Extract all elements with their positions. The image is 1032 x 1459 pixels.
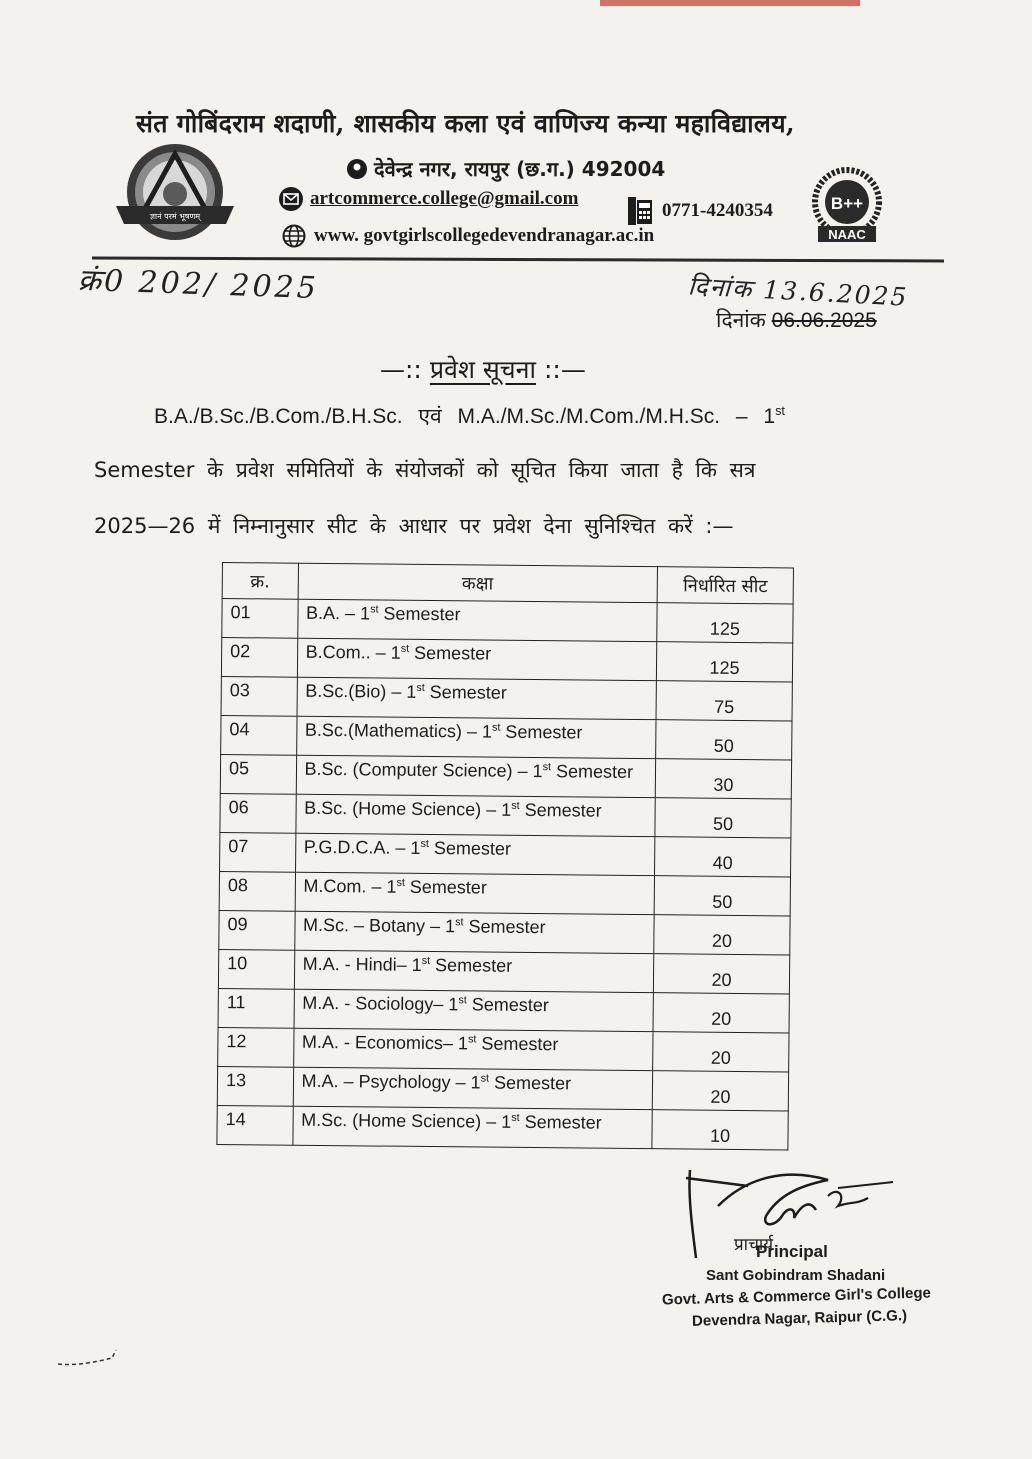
seal-line-2: Govt. Arts & Commerce Girl's College	[661, 1284, 932, 1309]
row-class-sup: st	[421, 954, 431, 968]
notice-line-3: 2025—26 में निम्नानुसार सीट के आधार पर प्रवेश देना सुनिश्चित करें :—	[94, 514, 734, 538]
row-class-semester: Semester	[488, 1072, 572, 1094]
row-class	[292, 1106, 652, 1148]
row-seats: 50	[654, 876, 790, 916]
title-prefix: —::	[380, 355, 422, 384]
row-seats: 125	[656, 642, 792, 682]
header-serial: क्र.	[222, 563, 298, 600]
table-row	[221, 638, 792, 682]
row-class-sup: st	[480, 1072, 490, 1085]
row-class-name: B.A. – 1	[305, 602, 371, 624]
row-seats: 20	[653, 954, 789, 994]
row-class	[297, 677, 657, 719]
email-icon	[278, 186, 304, 212]
red-edge-mark	[600, 0, 860, 6]
row-class	[295, 872, 655, 914]
printed-date	[716, 306, 877, 334]
row-seats: 50	[655, 798, 791, 838]
row-class-sup: st	[370, 603, 379, 616]
row-class-name: B.Com.. – 1	[305, 641, 401, 663]
table-row	[220, 793, 791, 837]
row-class-name: M.Com. – 1	[303, 875, 397, 897]
row-seats: 50	[656, 720, 792, 760]
website-link[interactable]: www. govtgirlscollegedevendranagar.ac.in	[314, 225, 655, 246]
row-seats: 20	[653, 993, 789, 1033]
naac-logo	[800, 166, 894, 248]
row-class-sup: st	[400, 642, 410, 655]
row-class-sup: st	[511, 1111, 520, 1124]
college-address	[346, 155, 665, 182]
table-row	[218, 949, 789, 993]
row-class	[294, 911, 654, 953]
row-class-name: M.Sc. (Home Science) – 1	[301, 1109, 512, 1132]
seat-table-body	[217, 599, 793, 1150]
table-row	[217, 1066, 788, 1110]
notice-line-1-sup: st	[775, 404, 785, 418]
row-serial: 06	[220, 793, 296, 833]
row-class-name: M.A. - Hindi– 1	[302, 953, 422, 975]
row-class-semester: Semester	[519, 799, 602, 821]
row-class-name: B.Sc. (Computer Science) – 1	[304, 758, 543, 782]
row-seats: 125	[657, 603, 793, 643]
row-serial: 12	[218, 1027, 294, 1067]
row-class-name: M.A. – Psychology – 1	[301, 1070, 481, 1093]
row-serial: 11	[218, 988, 294, 1028]
row-class-semester: Semester	[500, 721, 583, 743]
row-seats: 20	[654, 915, 790, 955]
table-row	[221, 715, 792, 759]
row-serial: 05	[220, 754, 296, 794]
seal-line-1: Sant Gobindram Shadani	[706, 1267, 886, 1284]
margin-scribble	[56, 1346, 126, 1370]
handwritten-date: दिनांक 13.6.2025	[687, 271, 910, 312]
row-serial: 03	[221, 676, 297, 716]
row-class-sup: st	[467, 1033, 477, 1046]
row-class-semester: Semester	[519, 1111, 602, 1133]
row-serial: 09	[219, 910, 295, 950]
row-seats: 40	[655, 837, 791, 877]
row-class-sup: st	[491, 721, 501, 734]
header-divider	[92, 257, 944, 263]
row-class-semester: Semester	[476, 1033, 559, 1055]
row-class-sup: st	[396, 876, 405, 889]
row-class-semester: Semester	[463, 916, 546, 938]
row-serial: 14	[217, 1105, 293, 1145]
row-class	[293, 1028, 653, 1070]
naac-grade: B++	[830, 194, 864, 213]
website-row	[282, 224, 654, 248]
row-class	[296, 755, 656, 797]
row-class-sup: st	[416, 681, 425, 694]
row-serial: 13	[217, 1066, 293, 1106]
row-class-sup: st	[420, 837, 430, 850]
row-serial: 01	[222, 599, 298, 639]
notice-title	[380, 352, 586, 386]
row-class-name: B.Sc. (Home Science) – 1	[304, 797, 512, 820]
reference-number: क्रं0 202/ 2025	[77, 262, 320, 307]
college-logo	[112, 140, 238, 250]
table-row	[217, 1105, 788, 1149]
row-class	[295, 794, 655, 836]
table-header-row	[222, 563, 793, 604]
row-seats: 75	[656, 681, 792, 721]
row-class-name: P.G.D.C.A. – 1	[303, 836, 421, 858]
row-seats: 20	[652, 1071, 788, 1111]
email-row	[278, 186, 578, 212]
row-class	[294, 989, 654, 1031]
row-class-name: M.A. - Economics– 1	[301, 1031, 469, 1054]
globe-icon	[282, 224, 306, 248]
location-pin-icon	[346, 158, 368, 180]
table-row	[219, 910, 790, 954]
principal-title: Principal	[756, 1242, 828, 1261]
table-row	[222, 599, 793, 643]
header-class: कक्षा	[298, 563, 658, 602]
row-class-semester: Semester	[404, 876, 487, 898]
address-text: देवेन्द्र नगर, रायपुर (छ.ग.) 492004	[374, 157, 666, 181]
row-class-semester: Semester	[466, 994, 549, 1016]
row-serial: 04	[221, 715, 297, 755]
row-class	[297, 638, 657, 680]
phone-number: 0771-4240354	[662, 200, 773, 221]
notice-line-2: Semester के प्रवेश समितियों के संयोजकों को सूचित किया जाता है कि सत्र	[94, 458, 756, 482]
row-serial: 10	[218, 949, 294, 989]
row-serial: 07	[220, 832, 296, 872]
row-class-semester: Semester	[424, 681, 507, 703]
row-class-sup: st	[542, 761, 552, 774]
title-text: प्रवेश सूचना	[429, 355, 537, 384]
row-class-name: M.A. - Sociology– 1	[302, 992, 459, 1015]
college-name: संत गोबिंदराम शदाणी, शासकीय कला एवं वाणिज्य कन्या महाविद्यालय,	[136, 109, 795, 138]
phone-row	[626, 196, 773, 226]
logo-motto: ज्ञानं परमं भूषणम्	[149, 212, 201, 221]
row-serial: 02	[221, 638, 297, 678]
row-class	[293, 1067, 653, 1109]
table-row	[220, 754, 791, 798]
principal-title-hindi: प्राचार्य	[734, 1235, 774, 1255]
seat-table	[216, 562, 794, 1150]
row-seats: 30	[655, 759, 791, 799]
table-row	[221, 676, 792, 720]
table-row	[218, 988, 789, 1032]
row-class-semester: Semester	[550, 761, 634, 782]
date-label: दिनांक	[716, 309, 766, 332]
row-class-sup: st	[458, 994, 467, 1007]
row-seats: 20	[653, 1032, 789, 1072]
notice-line-1	[154, 402, 785, 430]
row-class	[297, 599, 657, 641]
table-row	[218, 1027, 789, 1071]
telephone-icon	[626, 196, 654, 226]
row-class-sup: st	[455, 916, 464, 929]
row-serial: 08	[219, 871, 295, 911]
header-seats: निर्धारित सीट	[657, 567, 793, 604]
struck-date: 06.06.2025	[771, 309, 877, 332]
naac-label: NAAC	[828, 227, 866, 242]
row-class-semester: Semester	[430, 955, 513, 976]
row-class-name: B.Sc.(Mathematics) – 1	[304, 719, 493, 742]
table-row	[220, 832, 791, 876]
row-class-semester: Semester	[409, 642, 492, 664]
row-class-sup: st	[511, 799, 520, 812]
row-class	[294, 950, 654, 992]
row-seats: 10	[652, 1110, 788, 1150]
row-class-name: M.Sc. – Botany – 1	[302, 914, 456, 937]
row-class-semester: Semester	[428, 837, 512, 859]
title-suffix: ::—	[543, 355, 586, 384]
notice-line-1-text: B.A./B.Sc./B.Com./B.H.Sc. एवं M.A./M.Sc./M.Com./M.H.Sc. – 1	[154, 405, 776, 428]
row-class-semester: Semester	[378, 603, 461, 625]
row-class-name: B.Sc.(Bio) – 1	[305, 680, 417, 702]
row-class	[295, 833, 655, 875]
table-row	[219, 871, 790, 915]
row-class	[296, 716, 656, 758]
email-link[interactable]: artcommerce.college@gmail.com	[310, 188, 579, 209]
seal-line-3: Devendra Nagar, Raipur (C.G.)	[691, 1307, 908, 1330]
